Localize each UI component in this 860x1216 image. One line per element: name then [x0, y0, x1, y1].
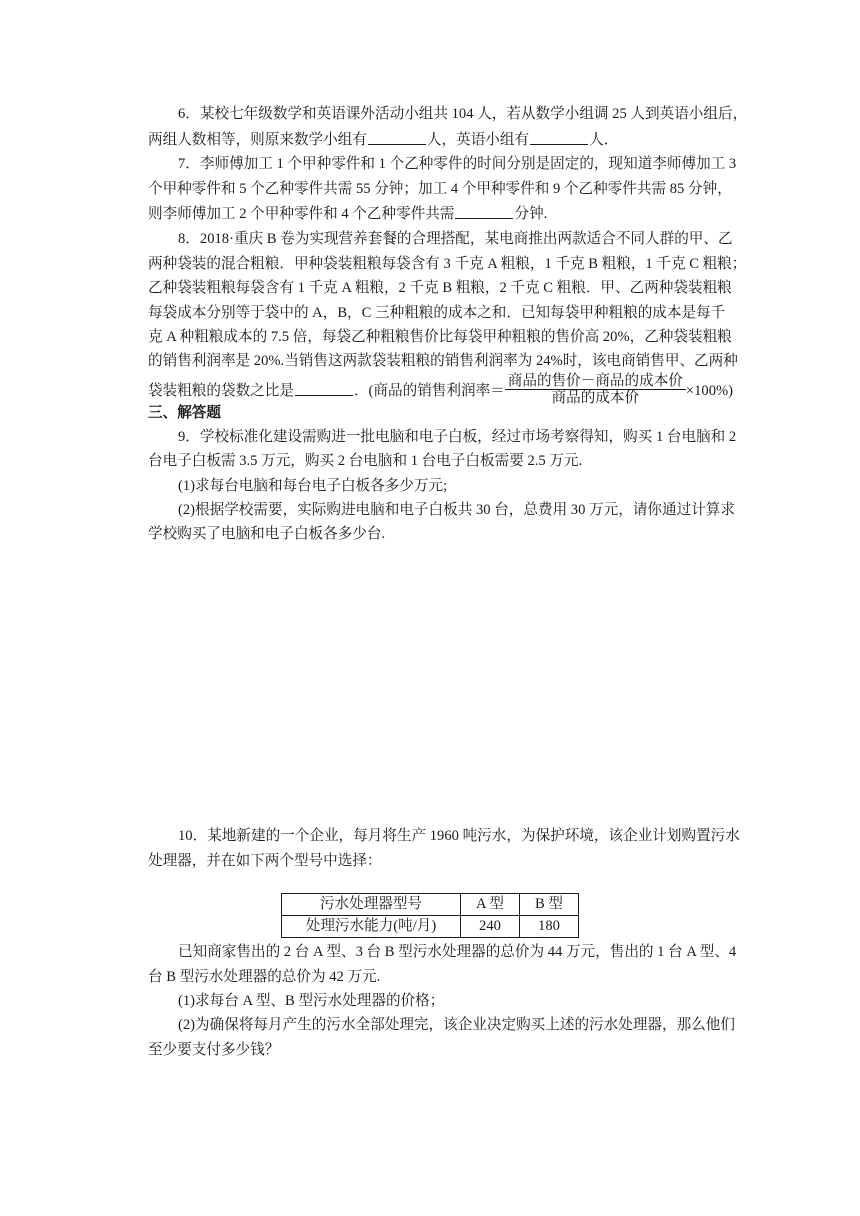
table-header-row — [282, 894, 579, 916]
q8-text-a: 袋装粗粮的袋数之比是 — [148, 382, 294, 399]
q8-line-1: 8．2018·重庆 B 卷为实现营养套餐的合理搭配，某电商推出两款适合不同人群的甲、乙 — [178, 231, 733, 247]
q9-part-2-line-1: (2)根据学校需要，实际购进电脑和电子白板共 30 台，总费用 30 万元，请你通过计算求 — [178, 502, 735, 518]
table-cell: 处理污水能力(吨/月) — [282, 916, 461, 938]
q6-blank-english[interactable] — [530, 130, 588, 145]
q10-line-2: 处理器，并在如下两个型号中选择： — [148, 853, 382, 869]
fraction-denominator: 商品的成本价 — [551, 390, 640, 406]
section-heading: 三、解答题 — [148, 405, 221, 421]
table-cell: 240 — [461, 916, 520, 938]
table-header-cell: B 型 — [520, 894, 579, 916]
q6-text-c: 人． — [589, 132, 619, 148]
q6-line-1: 6．某校七年级数学和英语课外活动小组共 104 人，若从数学小组调 25 人到英语小组后， — [178, 106, 748, 122]
q7-text-b: 分钟. — [514, 206, 548, 222]
q7-line-2: 个甲种零件和 5 个乙种零件共需 55 分钟；加工 4 个甲种零件和 9 个乙种零件共需 85 分钟， — [148, 181, 732, 197]
q9-part-2-line-2: 学校购买了电脑和电子白板各多少台. — [148, 526, 386, 542]
q8-line-7 — [148, 375, 733, 411]
q10-line-1: 10．某地新建的一个企业，每月将生产 1960 吨污水，为保护环境，该企业计划购置污水 — [178, 828, 740, 844]
q8-line-5: 克 A 种粗粮成本的 7.5 倍，每袋乙种粗粮售价比每袋甲种粗粮的售价高 20%，乙种袋装粗粮 — [148, 329, 732, 345]
q10-part-2-line-2: 至少要支付多少钱？ — [148, 1042, 280, 1058]
fraction-numerator: 商品的售价－商品的成本价 — [505, 373, 686, 390]
q8-line-4: 每袋成本分别等于袋中的 A，B，C 三种粗粮的成本之和．已知每袋甲种粗粮的成本是每千 — [148, 305, 726, 321]
q9-line-1: 9．学校标准化建设需购进一批电脑和电子白板，经过市场考察得知，购买 1 台电脑和 2 — [178, 429, 737, 445]
q8-text-b: ．(商品的销售利润率＝ — [353, 382, 505, 399]
q10-line-4: 台 B 型污水处理器的总价为 42 万元. — [148, 969, 381, 985]
q6-text-b: 人，英语小组有 — [426, 132, 530, 148]
q8-text-c: ×100%) — [685, 382, 734, 399]
q8-line-3: 乙种袋装粗粮每袋含有 1 千克 A 粗粮，2 千克 B 粗粮，2 千克 C 粗粮．甲、乙两种袋装粗粮 — [148, 280, 732, 296]
q10-line-3: 已知商家售出的 2 台 A 型、3 台 B 型污水处理器的总价为 44 万元，售出的 1 台 A 型、4 — [178, 944, 737, 960]
table-header-cell: A 型 — [461, 894, 520, 916]
q7-text-a: 则李师傅加工 2 个甲种零件和 4 个乙种零件共需 — [148, 206, 455, 222]
q6-line-2 — [148, 130, 618, 150]
table-row — [282, 916, 579, 938]
table-header-cell: 污水处理器型号 — [282, 894, 461, 916]
q9-part-1: (1)求每台电脑和每台电子白板各多少万元; — [178, 478, 448, 494]
q10-part-1: (1)求每台 A 型、B 型污水处理器的价格； — [178, 993, 445, 1009]
q6-blank-math[interactable] — [368, 130, 426, 145]
q7-blank-minutes[interactable] — [455, 204, 513, 219]
q9-line-2: 台电子白板需 3.5 万元，购买 2 台电脑和 1 台电子白板需要 2.5 万元. — [148, 453, 583, 469]
table-cell: 180 — [520, 916, 579, 938]
q10-part-2-line-1: (2)为确保将每月产生的污水全部处理完，该企业决定购买上述的污水处理器，那么他们 — [178, 1017, 735, 1033]
q7-line-3 — [148, 204, 547, 224]
q8-line-6: 的销售利润率是 20%.当销售这两款袋装粗粮的销售利润率为 24%时，该电商销售甲、乙两种 — [148, 353, 738, 369]
q8-line-2: 两种袋装的混合粗粮．甲种袋装粗粮每袋含有 3 千克 A 粗粮，1 千克 B 粗粮，1 千克 C 粗粮； — [148, 256, 747, 272]
processor-spec-table — [281, 893, 579, 938]
q8-blank-ratio[interactable] — [295, 381, 353, 396]
q6-text-a: 两组人数相等，则原来数学小组有 — [148, 132, 367, 148]
profit-rate-fraction — [505, 373, 686, 406]
q7-line-1: 7．李师傅加工 1 个甲种零件和 1 个乙种零件的时间分别是固定的，现知道李师傅加工 3 — [178, 156, 737, 172]
